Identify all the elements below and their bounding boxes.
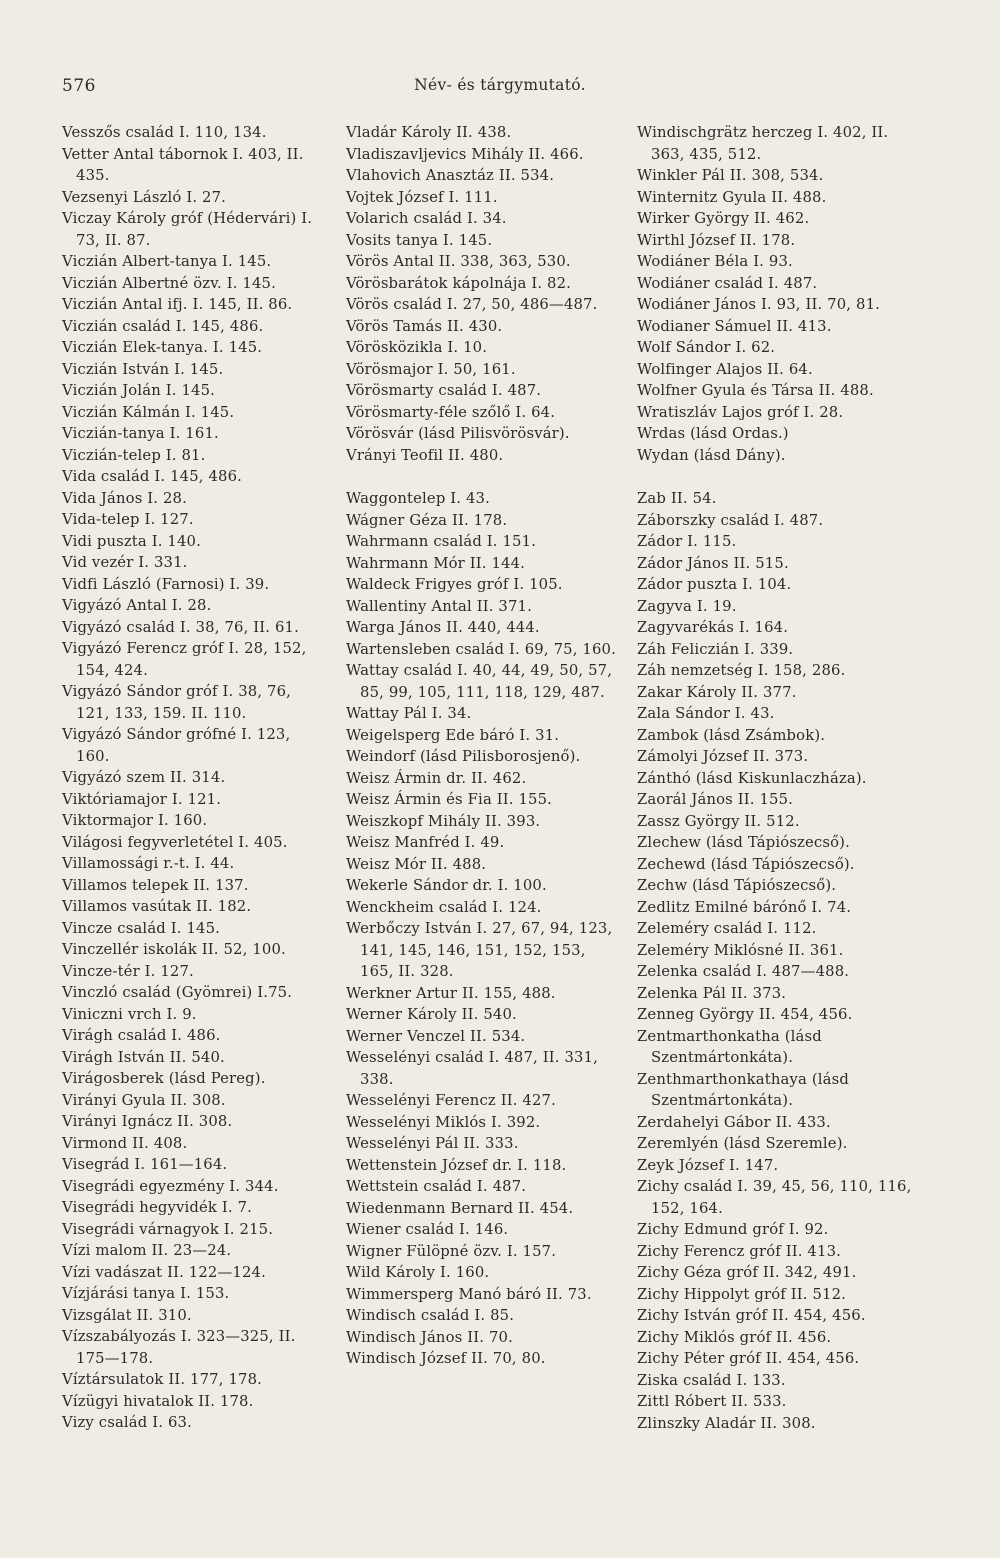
index-entry: Winkler Pál II. 308, 534. xyxy=(637,167,824,184)
index-entry: Ziska család I. 133. xyxy=(637,1371,786,1389)
index-entry: Winternitz Gyula II. 488. xyxy=(637,188,827,206)
index-entry: Wrdas (lásd Ordas.) xyxy=(637,425,789,442)
index-entry: Zechw (lásd Tápiószecső). xyxy=(637,877,837,894)
index-entry: Viktormajor I. 160. xyxy=(62,812,208,829)
index-entry: Zala Sándor I. 43. xyxy=(637,705,775,722)
index-entry: Zelenka család I. 487—488. xyxy=(637,963,850,980)
index-entry: Vigyázó Ferencz gróf I. 28, 152, 154, 424. xyxy=(62,640,307,679)
index-entry: Zentmarthonkatha (lásd Szentmártonkáta). xyxy=(637,1027,822,1066)
index-entry: Vízszabályozás I. 323—325, II. 175—178. xyxy=(62,1328,296,1367)
index-entry: Vlahovich Anasztáz II. 534. xyxy=(346,167,555,184)
index-entry: Wettenstein József dr. I. 118. xyxy=(346,1156,567,1174)
index-entry: Vizy család I. 63. xyxy=(62,1414,192,1431)
index-entry: Vinczló család (Gyömrei) I.75. xyxy=(62,984,293,1001)
index-entry: Viczián István I. 145. xyxy=(62,360,224,378)
index-entry: Vörösbarátok kápolnája I. 82. xyxy=(346,274,572,292)
index-entry: Wydan (lásd Dány). xyxy=(637,446,786,464)
index-entry: Vízi vadászat II. 122—124. xyxy=(62,1263,266,1281)
index-entry: Werner Károly II. 540. xyxy=(346,1006,517,1023)
index-entry: Zerdahelyi Gábor II. 433. xyxy=(637,1113,831,1131)
index-entry: Vincze család I. 145. xyxy=(62,919,221,937)
index-entry: Viczián Elek-tanya. I. 145. xyxy=(62,339,263,356)
index-entry: Virágh család I. 486. xyxy=(62,1027,221,1044)
index-entry: Virányi Ignácz II. 308. xyxy=(62,1113,233,1130)
index-entry: Zichy Edmund gróf I. 92. xyxy=(637,1221,829,1238)
index-entry: Wolf Sándor I. 62. xyxy=(637,339,776,356)
index-entry: Werkner Artur II. 155, 488. xyxy=(346,984,556,1002)
index-entry: Wesselényi Miklós I. 392. xyxy=(346,1113,541,1131)
index-entry: Viktóriamajor I. 121. xyxy=(62,790,222,808)
index-entry: Vízügyi hivatalok II. 178. xyxy=(62,1392,254,1410)
index-entry: Vízi malom II. 23—24. xyxy=(62,1242,232,1259)
index-entry: Zab II. 54. xyxy=(637,490,717,507)
letter-group-gap xyxy=(637,466,912,488)
index-entry: Záh Feliczián I. 339. xyxy=(637,640,794,658)
index-entry: Vosits tanya I. 145. xyxy=(346,231,493,249)
index-entry: Virágosberek (lásd Pereg). xyxy=(62,1070,266,1087)
index-entry: Vigyázó Antal I. 28. xyxy=(62,597,212,614)
index-entry: Vladiszavljevics Mihály II. 466. xyxy=(346,145,584,163)
index-entry: Werbőczy István I. 27, 67, 94, 123, 141, 145, 146, 151, 152, 153, 165, II. 328. xyxy=(346,920,613,980)
index-entry: Weindorf (lásd Pilisborosjenő). xyxy=(346,748,581,765)
index-entry: Zassz György II. 512. xyxy=(637,812,800,830)
index-entry: Viczián-telep I. 81. xyxy=(62,446,206,464)
index-entry: Zittl Róbert II. 533. xyxy=(637,1393,787,1410)
index-entry: Weiszkopf Mihály II. 393. xyxy=(346,812,541,830)
index-entry: Werner Venczel II. 534. xyxy=(346,1027,526,1045)
index-entry: Virányi Gyula II. 308. xyxy=(62,1091,226,1109)
index-entry: Weisz Manfréd I. 49. xyxy=(346,834,505,851)
index-entry: Záborszky család I. 487. xyxy=(637,511,824,529)
index-entry: Wodiáner család I. 487. xyxy=(637,274,818,292)
index-entry: Wesselényi Pál II. 333. xyxy=(346,1135,519,1152)
index-entry: Vetter Antal tábornok I. 403, II. 435. xyxy=(62,145,304,184)
index-entry: Weisz Ármin dr. II. 462. xyxy=(346,769,527,787)
index-entry: Zakar Károly II. 377. xyxy=(637,683,797,701)
index-entry: Wattay Pál I. 34. xyxy=(346,705,472,722)
index-entry: Villamossági r.-t. I. 44. xyxy=(62,855,235,872)
index-entry: Viczián család I. 145, 486. xyxy=(62,317,264,335)
index-entry: Vincze-tér I. 127. xyxy=(62,962,194,980)
index-entry: Wettstein család I. 487. xyxy=(346,1178,527,1195)
index-entry: Wodiáner Béla I. 93. xyxy=(637,253,793,270)
index-entry: Viczián Albert-tanya I. 145. xyxy=(62,253,272,270)
index-entry: Vid vezér I. 331. xyxy=(62,554,188,571)
index-entry: Volarich család I. 34. xyxy=(346,210,507,227)
index-entry: Vörösmajor I. 50, 161. xyxy=(346,360,516,378)
index-entry: Zagyvarékás I. 164. xyxy=(637,619,789,636)
index-entry: Világosi fegyverletétel I. 405. xyxy=(62,833,288,851)
index-entry: Vörösközikla I. 10. xyxy=(346,339,488,356)
index-entry: Vigyázó Sándor grófné I. 123, 160. xyxy=(62,726,291,765)
index-entry: Vida János I. 28. xyxy=(62,489,187,507)
index-entry: Visegrád I. 161—164. xyxy=(62,1156,228,1173)
index-entry: Wattay család I. 40, 44, 49, 50, 57, 85, 99, 105, 111, 118, 129, 487. xyxy=(346,662,613,701)
index-entry: Vigyázó szem II. 314. xyxy=(62,769,226,786)
index-entry: Zichy Géza gróf II. 342, 491. xyxy=(637,1264,857,1281)
index-entry: Wenckheim család I. 124. xyxy=(346,898,542,916)
index-entry: Wodianer Sámuel II. 413. xyxy=(637,317,832,335)
index-entry: Visegrádi hegyvidék I. 7. xyxy=(62,1199,253,1216)
index-entry: Wigner Fülöpné özv. I. 157. xyxy=(346,1242,557,1260)
index-entry: Visegrádi egyezmény I. 344. xyxy=(62,1177,279,1195)
index-column-middle xyxy=(346,122,618,1370)
index-entry: Záh nemzetség I. 158, 286. xyxy=(637,662,846,679)
index-entry: Zelenka Pál II. 373. xyxy=(637,984,787,1002)
index-entry: Víztársulatok II. 177, 178. xyxy=(62,1371,263,1388)
index-entry: Vezsenyi László I. 27. xyxy=(62,188,227,206)
index-entry: Vidfi László (Farnosi) I. 39. xyxy=(62,575,270,593)
index-entry: Wirthl József II. 178. xyxy=(637,231,796,249)
index-entry: Zichy Péter gróf II. 454, 456. xyxy=(637,1350,860,1367)
index-entry: Visegrádi várnagyok I. 215. xyxy=(62,1220,274,1238)
index-entry: Wimmersperg Manó báró II. 73. xyxy=(346,1285,592,1303)
index-entry: Zichy család I. 39, 45, 56, 110, 116, 152, 164. xyxy=(637,1178,912,1217)
index-entry: Windisch József II. 70, 80. xyxy=(346,1350,546,1367)
index-entry: Windischgrätz herczeg I. 402, II. 363, 435, 512. xyxy=(637,124,889,163)
index-entry: Wirker György II. 462. xyxy=(637,210,810,227)
index-entry: Zlinszky Aladár II. 308. xyxy=(637,1414,816,1432)
index-entry: Zichy Miklós gróf II. 456. xyxy=(637,1328,832,1346)
index-entry: Zeleméry Miklósné II. 361. xyxy=(637,941,844,959)
index-entry: Wild Károly I. 160. xyxy=(346,1264,490,1281)
index-entry: Wolfner Gyula és Társa II. 488. xyxy=(637,382,874,399)
index-entry: Zichy István gróf II. 454, 456. xyxy=(637,1307,866,1324)
index-entry: Wahrmann Mór II. 144. xyxy=(346,554,525,572)
index-entry: Vizsgálat II. 310. xyxy=(62,1306,192,1324)
index-entry: Zagyva I. 19. xyxy=(637,597,737,615)
index-entry: Zlechew (lásd Tápiószecső). xyxy=(637,834,850,851)
index-entry: Vigyázó Sándor gróf I. 38, 76, 121, 133, 159. II. 110. xyxy=(62,683,292,722)
index-entry: Vesszős család I. 110, 134. xyxy=(62,124,267,141)
index-entry: Wodiáner János I. 93, II. 70, 81. xyxy=(637,296,880,313)
index-entry: Wesselényi Ferencz II. 427. xyxy=(346,1092,556,1109)
index-entry: Windisch család I. 85. xyxy=(346,1307,515,1324)
index-entry: Zaorál János II. 155. xyxy=(637,791,794,808)
index-column-right xyxy=(637,122,912,1434)
index-entry: Vörösmarty-féle szőlő I. 64. xyxy=(346,403,556,421)
index-entry: Viczay Károly gróf (Hédervári) I. 73, II. 87. xyxy=(62,210,313,249)
index-entry: Vidi puszta I. 140. xyxy=(62,532,201,550)
index-entry: Zichy Hippolyt gróf II. 512. xyxy=(637,1285,847,1303)
index-entry: Viniczni vrch I. 9. xyxy=(62,1005,197,1023)
index-entry: Vrányi Teofil II. 480. xyxy=(346,446,504,464)
letter-group-gap xyxy=(346,466,618,488)
index-entry: Zánthó (lásd Kiskunlaczháza). xyxy=(637,769,867,787)
index-entry: Zambok (lásd Zsámbok). xyxy=(637,726,826,744)
index-entry: Vladár Károly II. 438. xyxy=(346,124,512,141)
index-entry: Vida család I. 145, 486. xyxy=(62,468,243,485)
index-entry: Vojtek József I. 111. xyxy=(346,188,498,206)
index-entry: Zádor János II. 515. xyxy=(637,554,789,572)
index-entry: Vízjárási tanya I. 153. xyxy=(62,1285,230,1302)
index-entry: Viczián Kálmán I. 145. xyxy=(62,403,235,421)
page-number: 576 xyxy=(62,76,96,96)
index-entry: Weigelsperg Ede báró I. 31. xyxy=(346,726,560,744)
index-entry: Vigyázó család I. 38, 76, II. 61. xyxy=(62,618,299,636)
index-entry: Windisch János II. 70. xyxy=(346,1328,513,1346)
index-entry: Waggontelep I. 43. xyxy=(346,490,490,507)
index-entry: Wahrmann család I. 151. xyxy=(346,533,537,550)
index-entry: Zedlitz Emilné bárónő I. 74. xyxy=(637,898,852,916)
index-entry: Virágh István II. 540. xyxy=(62,1048,225,1066)
index-column-left xyxy=(62,122,327,1434)
index-entry: Zechewd (lásd Tápiószecső). xyxy=(637,855,855,873)
index-entry: Vinczellér iskolák II. 52, 100. xyxy=(62,941,286,958)
index-entry: Virmond II. 408. xyxy=(62,1134,188,1152)
index-entry: Viczián Antal ifj. I. 145, II. 86. xyxy=(62,296,293,313)
index-entry: Vörös Antal II. 338, 363, 530. xyxy=(346,253,571,270)
index-entry: Viczián-tanya I. 161. xyxy=(62,425,219,442)
index-entry: Vida-telep I. 127. xyxy=(62,511,194,528)
index-entry: Villamos vasútak II. 182. xyxy=(62,898,252,915)
index-entry: Zádor I. 115. xyxy=(637,533,737,550)
index-entry: Wágner Géza II. 178. xyxy=(346,511,508,529)
index-entry: Warga János II. 440, 444. xyxy=(346,619,540,636)
index-entry: Waldeck Frigyes gróf I. 105. xyxy=(346,576,563,593)
index-entry: Wiedenmann Bernard II. 454. xyxy=(346,1199,574,1217)
index-entry: Wartensleben család I. 69, 75, 160. xyxy=(346,640,616,658)
index-entry: Zichy Ferencz gróf II. 413. xyxy=(637,1242,841,1260)
index-entry: Zádor puszta I. 104. xyxy=(637,576,792,593)
index-entry: Wesselényi család I. 487, II. 331, 338. xyxy=(346,1049,598,1088)
index-entry: Wallentiny Antal II. 371. xyxy=(346,597,532,615)
index-entry: Villamos telepek II. 137. xyxy=(62,876,249,894)
index-entry: Wratiszláv Lajos gróf I. 28. xyxy=(637,403,844,421)
index-entry: Zenneg György II. 454, 456. xyxy=(637,1006,853,1023)
index-entry: Vörös család I. 27, 50, 486—487. xyxy=(346,296,598,313)
index-entry: Viczián Jolán I. 145. xyxy=(62,382,216,399)
running-title: Név- és tárgymutató. xyxy=(414,76,586,94)
index-entry: Vörösvár (lásd Pilisvörösvár). xyxy=(346,425,570,442)
index-entry: Wiener család I. 146. xyxy=(346,1221,509,1238)
index-entry: Vörösmarty család I. 487. xyxy=(346,382,542,399)
index-entry: Zenthmarthonkathaya (lásd Szentmártonkáta). xyxy=(637,1070,849,1109)
index-entry: Zeyk József I. 147. xyxy=(637,1156,779,1174)
index-entry: Weisz Ármin és Fia II. 155. xyxy=(346,791,553,808)
index-entry: Zámolyi József II. 373. xyxy=(637,748,809,765)
index-entry: Zeleméry család I. 112. xyxy=(637,920,817,937)
index-entry: Vörös Tamás II. 430. xyxy=(346,317,503,335)
index-entry: Weisz Mór II. 488. xyxy=(346,855,487,873)
index-entry: Zeremlyén (lásd Szeremle). xyxy=(637,1135,848,1152)
index-entry: Wolfinger Alajos II. 64. xyxy=(637,360,813,378)
index-entry: Viczián Albertné özv. I. 145. xyxy=(62,274,276,292)
index-entry: Wekerle Sándor dr. I. 100. xyxy=(346,877,547,894)
